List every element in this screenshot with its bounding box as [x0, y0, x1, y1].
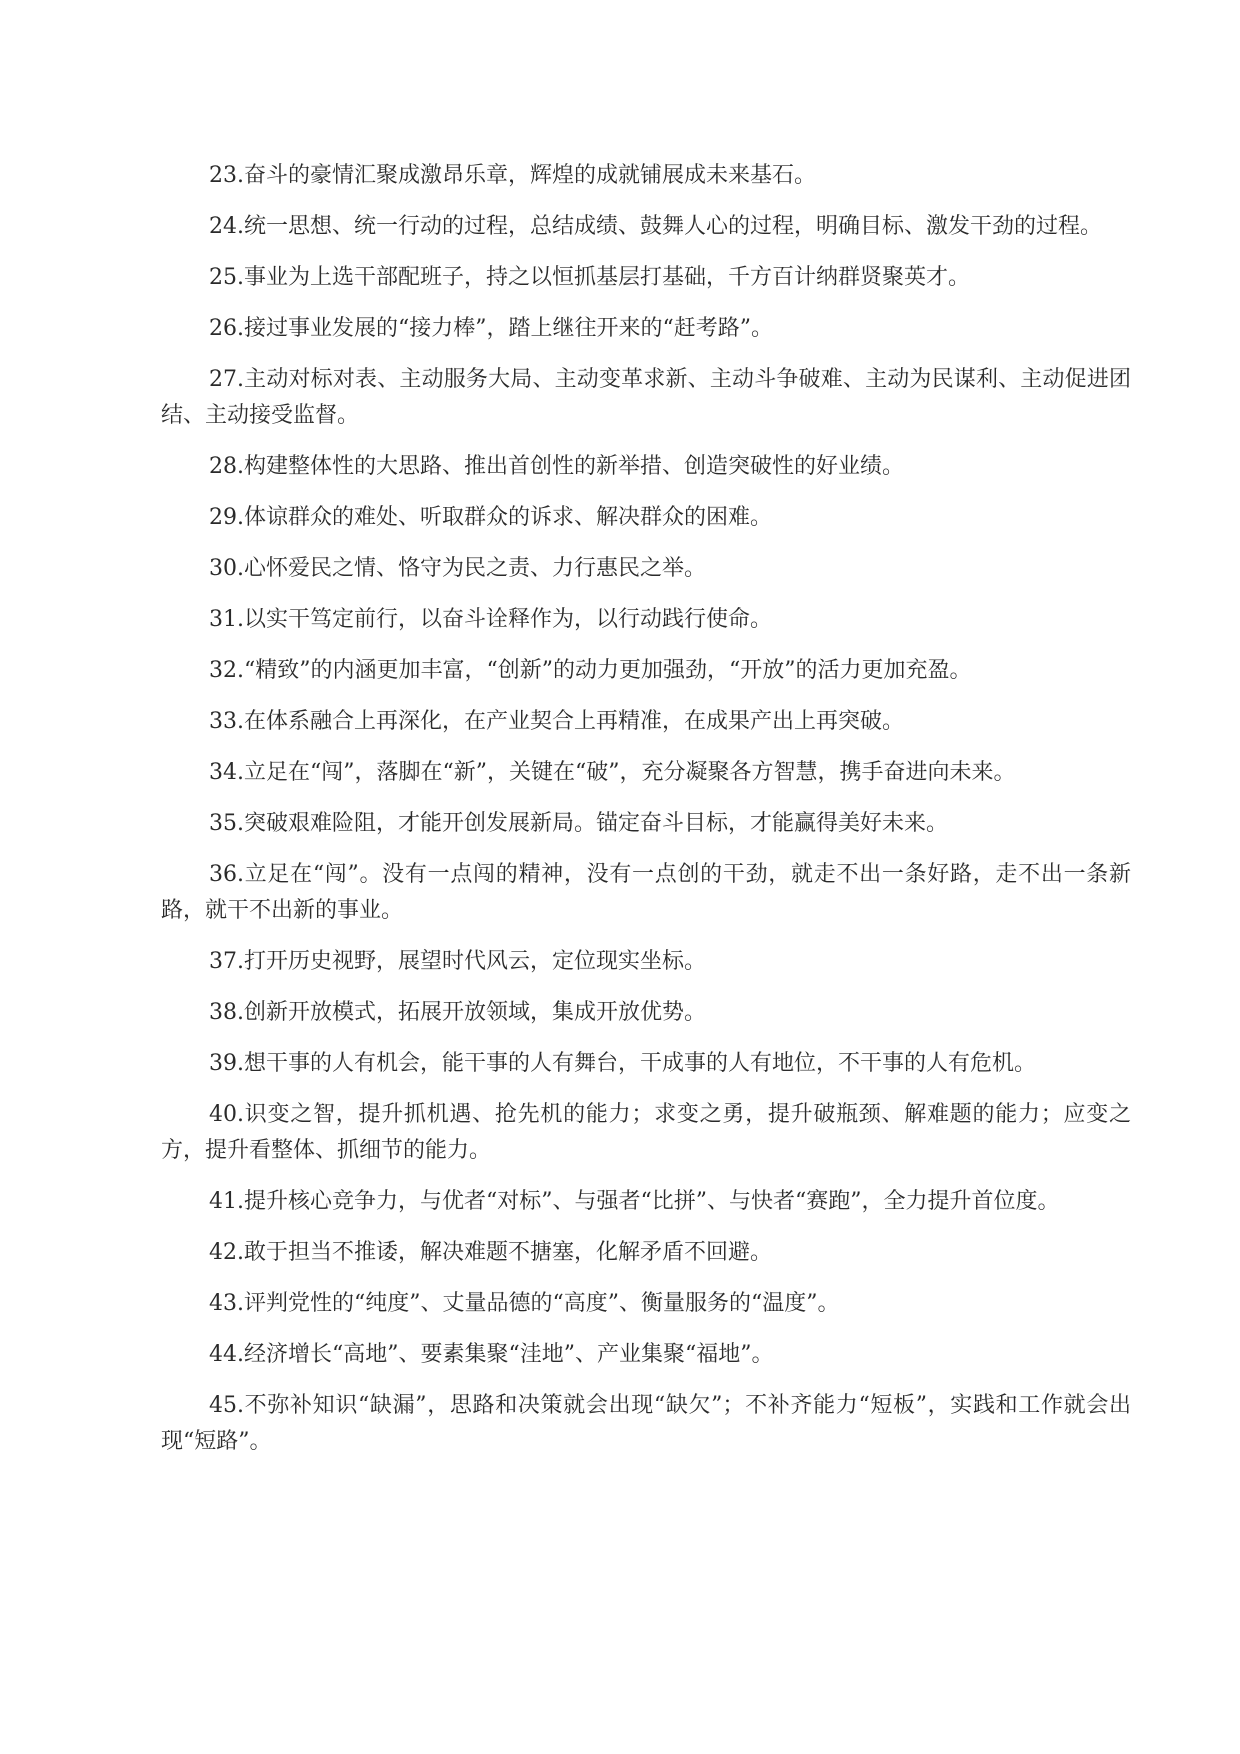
- paragraph-36: 36.立足在“闯”。没有一点闯的精神，没有一点创的干劲，就走不出一条好路，走不出一条新路，就干不出新的事业。: [161, 862, 1131, 923]
- paragraph-42: 42.敢于担当不推诿，解决难题不搪塞，化解矛盾不回避。: [209, 1240, 772, 1265]
- paragraph-39: 39.想干事的人有机会，能干事的人有舞台，干成事的人有地位，不干事的人有危机。: [209, 1051, 1036, 1076]
- paragraph-45: 45.不弥补知识“缺漏”，思路和决策就会出现“缺欠”；不补齐能力“短板”，实践和工作就会出现“短路”。: [161, 1393, 1131, 1454]
- paragraph-37: 37.打开历史视野，展望时代风云，定位现实坐标。: [209, 949, 706, 974]
- paragraph-38: 38.创新开放模式，拓展开放领域，集成开放优势。: [209, 1000, 706, 1025]
- paragraph-33: 33.在体系融合上再深化，在产业契合上再精准，在成果产出上再突破。: [209, 709, 904, 734]
- paragraph-32: 32.“精致”的内涵更加丰富，“创新”的动力更加强劲，“开放”的活力更加充盈。: [209, 658, 972, 683]
- paragraph-23: 23.奋斗的豪情汇聚成激昂乐章，辉煌的成就铺展成未来基石。: [209, 163, 816, 188]
- paragraph-31: 31.以实干笃定前行，以奋斗诠释作为，以行动践行使命。: [209, 607, 772, 632]
- paragraph-28: 28.构建整体性的大思路、推出首创性的新举措、创造突破性的好业绩。: [209, 454, 904, 479]
- paragraph-29: 29.体谅群众的难处、听取群众的诉求、解决群众的困难。: [209, 505, 772, 530]
- paragraph-30: 30.心怀爱民之情、恪守为民之责、力行惠民之举。: [209, 556, 706, 581]
- paragraph-40: 40.识变之智，提升抓机遇、抢先机的能力；求变之勇，提升破瓶颈、解难题的能力；应变之方，提升看整体、抓细节的能力。: [161, 1102, 1131, 1163]
- paragraph-27: 27.主动对标对表、主动服务大局、主动变革求新、主动斗争破难、主动为民谋利、主动促进团结、主动接受监督。: [161, 367, 1131, 428]
- paragraph-24: 24.统一思想、统一行动的过程，总结成绩、鼓舞人心的过程，明确目标、激发干劲的过程。: [209, 214, 1102, 239]
- paragraph-34: 34.立足在“闯”，落脚在“新”，关键在“破”，充分凝聚各方智慧，携手奋进向未来。: [209, 760, 1016, 785]
- paragraph-35: 35.突破艰难险阻，才能开创发展新局。锚定奋斗目标，才能赢得美好未来。: [209, 811, 948, 836]
- paragraph-26: 26.接过事业发展的“接力棒”，踏上继往开来的“赶考路”。: [209, 316, 773, 341]
- document-body: [161, 158, 1131, 1475]
- paragraph-41: 41.提升核心竞争力，与优者“对标”、与强者“比拼”、与快者“赛跑”，全力提升首位度。: [209, 1189, 1060, 1214]
- paragraph-25: 25.事业为上选干部配班子，持之以恒抓基层打基础，千方百计纳群贤聚英才。: [209, 265, 970, 290]
- paragraph-43: 43.评判党性的“纯度”、丈量品德的“高度”、衡量服务的“温度”。: [209, 1291, 840, 1316]
- paragraph-44: 44.经济增长“高地”、要素集聚“洼地”、产业集聚“福地”。: [209, 1342, 774, 1367]
